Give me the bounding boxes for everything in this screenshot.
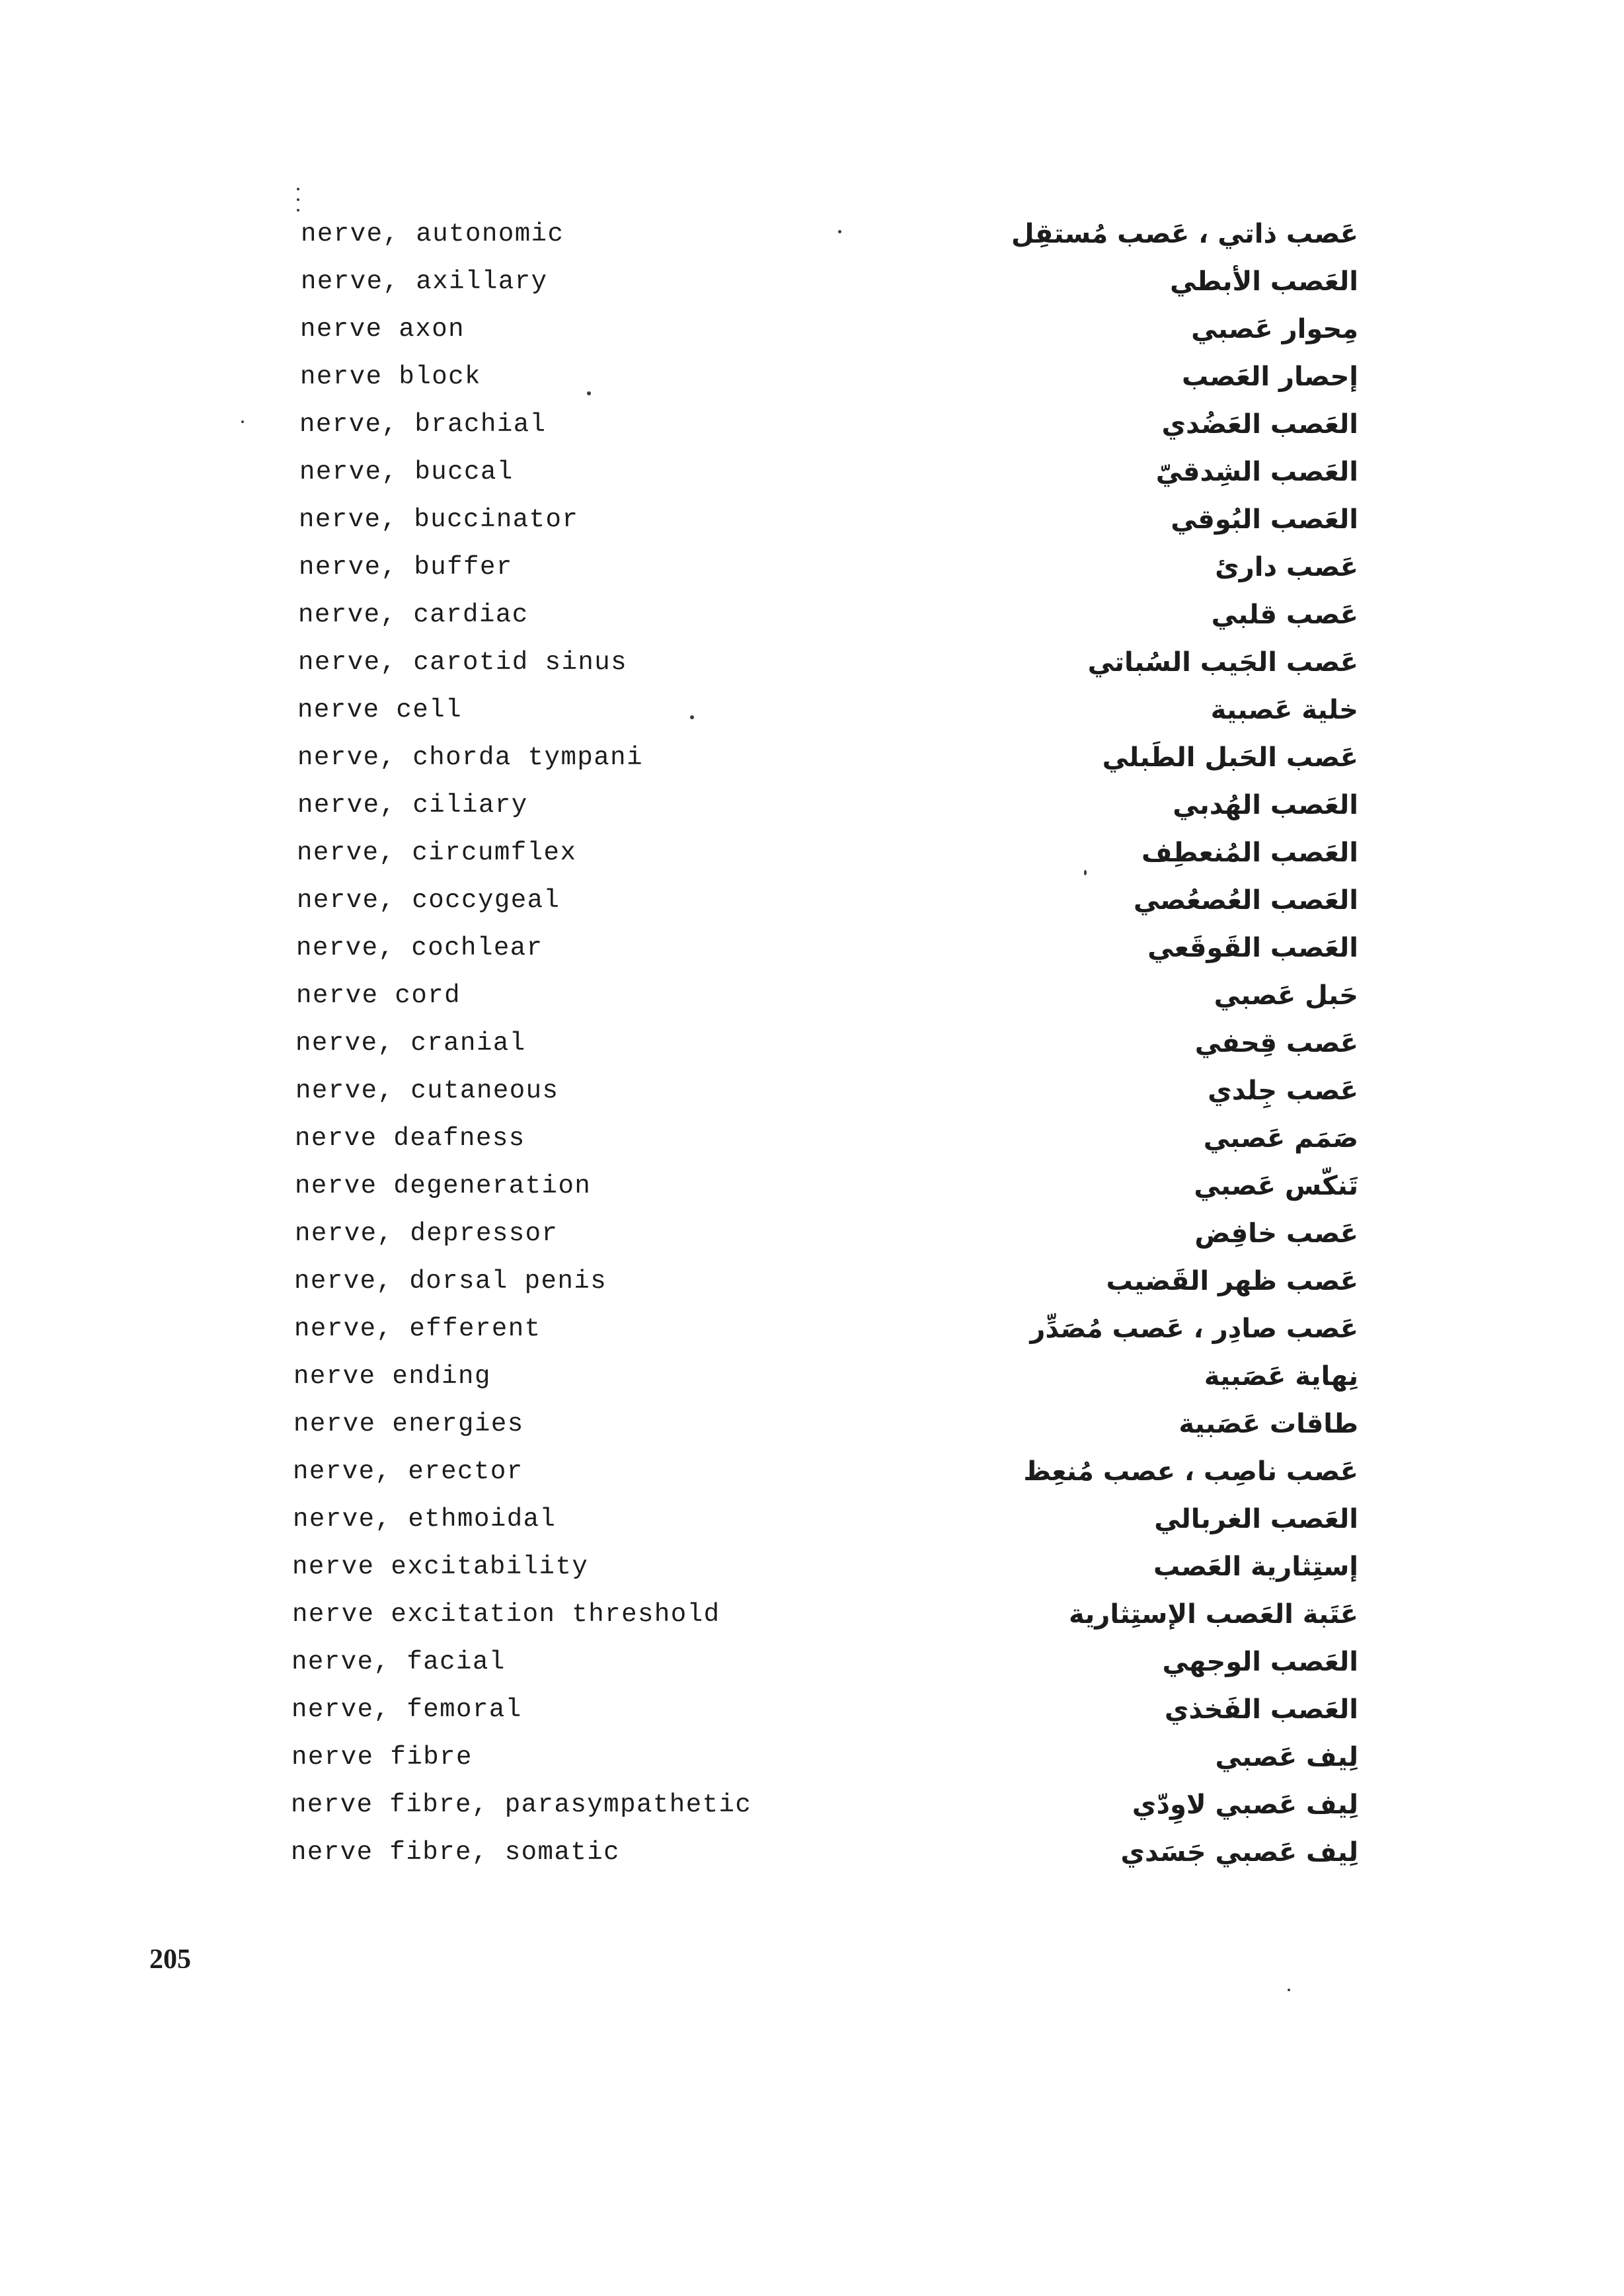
arabic-term: عَصب قلبي	[1211, 600, 1358, 630]
dictionary-entry	[293, 1400, 1358, 1448]
english-term: nerve deafness	[295, 1124, 525, 1153]
dictionary-entry	[291, 1686, 1358, 1733]
arabic-term: حَبل عَصبي	[1214, 980, 1358, 1011]
arabic-term: العَصب الوجهي	[1162, 1647, 1358, 1677]
arabic-term: العَصب العَضُدي	[1161, 409, 1358, 440]
english-term: nerve, erector	[293, 1457, 523, 1486]
english-term: nerve, circumflex	[297, 838, 577, 867]
dictionary-entry	[301, 543, 1358, 591]
dictionary-entry	[294, 1305, 1358, 1353]
english-term: nerve, cochlear	[296, 933, 543, 963]
dictionary-entry	[291, 1829, 1358, 1876]
dictionary-entry	[301, 496, 1358, 543]
dictionary-entry	[295, 1115, 1358, 1162]
arabic-term: العَصب المُنعطِف	[1141, 838, 1358, 868]
arabic-term: عَصب جِلدي	[1208, 1076, 1358, 1106]
arabic-term: العَصب الشِدقيّ	[1155, 457, 1358, 487]
dictionary-entry	[301, 448, 1358, 496]
dictionary-entry	[298, 591, 1358, 639]
english-term: nerve, brachial	[299, 410, 547, 439]
scan-speck	[297, 188, 299, 190]
english-term: nerve fibre, somatic	[291, 1838, 621, 1867]
english-term: nerve, cranial	[295, 1029, 526, 1058]
arabic-term: العَصب القَوقَعي	[1147, 933, 1358, 963]
dictionary-entry	[301, 401, 1358, 448]
arabic-term: إحصار العَصب	[1182, 362, 1358, 392]
scan-speck	[587, 391, 591, 395]
arabic-term: لِيف عَصبي لاوِدّي	[1132, 1790, 1358, 1820]
english-term: nerve, facial	[291, 1647, 506, 1677]
english-term: nerve, buffer	[299, 553, 513, 582]
arabic-term: عَصب صادِر ، عَصب مُصَدِّر	[1030, 1314, 1358, 1344]
dictionary-entry	[293, 1448, 1358, 1495]
arabic-term: عَصب قِحفي	[1194, 1028, 1358, 1058]
english-term: nerve, dorsal penis	[294, 1267, 607, 1296]
dictionary-entry	[301, 305, 1358, 353]
arabic-term: إستِثارية العَصب	[1153, 1552, 1358, 1582]
dictionary-entry	[297, 829, 1358, 877]
english-term: nerve, efferent	[294, 1314, 541, 1343]
dictionary-entry	[295, 1210, 1358, 1257]
dictionary-entry	[293, 1495, 1358, 1543]
english-term: nerve, autonomic	[301, 219, 564, 249]
arabic-term: لِيف عَصبي جَسَدي	[1120, 1837, 1358, 1868]
scan-speck	[1084, 870, 1087, 875]
dictionary-entry	[295, 1019, 1358, 1067]
english-term: nerve excitation threshold	[292, 1600, 720, 1629]
arabic-term: العَصب الهُدبي	[1173, 790, 1358, 820]
english-term: nerve fibre	[291, 1743, 473, 1772]
english-term: nerve, femoral	[291, 1695, 522, 1724]
dictionary-entry	[292, 1543, 1358, 1591]
arabic-term: العَصب البُوقي	[1171, 504, 1358, 535]
english-term: nerve axon	[300, 315, 465, 344]
dictionary-entry	[295, 1067, 1358, 1115]
scan-speck	[690, 715, 694, 719]
scan-speck	[838, 230, 841, 233]
english-term: nerve degeneration	[295, 1171, 592, 1201]
arabic-term: العَصب الغربالي	[1154, 1504, 1358, 1534]
arabic-term: عَتَبة العَصب الإستِثارية	[1069, 1599, 1358, 1630]
scan-speck	[297, 198, 299, 201]
dictionary-entry	[301, 258, 1358, 305]
arabic-term: العَصب الأبطي	[1170, 266, 1358, 297]
english-term: nerve, axillary	[301, 267, 548, 296]
dictionary-entry	[293, 1353, 1358, 1400]
arabic-term: لِيف عَصبي	[1215, 1742, 1358, 1772]
dictionary-entry	[301, 353, 1358, 401]
arabic-term: العَصب الفَخذي	[1164, 1694, 1358, 1725]
arabic-term: صَمَم عَصبي	[1203, 1123, 1358, 1154]
arabic-term: نِهاية عَصَبية	[1204, 1361, 1358, 1392]
arabic-term: تَنكّس عَصبي	[1194, 1171, 1358, 1201]
english-term: nerve, cutaneous	[295, 1076, 559, 1105]
dictionary-entry	[291, 1733, 1358, 1781]
arabic-term: مِحوار عَصبي	[1191, 314, 1358, 344]
dictionary-entry	[295, 1162, 1358, 1210]
english-term: nerve, buccal	[299, 457, 514, 487]
english-term: nerve, cardiac	[298, 600, 529, 629]
arabic-term: عَصب دارئ	[1215, 552, 1358, 582]
english-term: nerve, ciliary	[297, 791, 528, 820]
arabic-term: عَصب خافِض	[1194, 1218, 1358, 1249]
dictionary-entry	[301, 210, 1358, 258]
dictionary-entry	[298, 639, 1358, 686]
english-term: nerve, buccinator	[299, 505, 579, 534]
arabic-term: خلية عَصبية	[1210, 695, 1358, 725]
english-term: nerve block	[300, 362, 481, 391]
dictionary-entry	[292, 1591, 1358, 1638]
english-term: nerve, ethmoidal	[293, 1505, 557, 1534]
english-term: nerve, carotid sinus	[298, 648, 628, 677]
scan-speck	[241, 420, 244, 423]
arabic-term: العَصب العُصعُصي	[1133, 885, 1358, 916]
arabic-term: عَصب ذاتي ، عَصب مُستقِل	[1011, 219, 1358, 249]
dictionary-entry	[297, 686, 1358, 734]
dictionary-entry	[297, 877, 1358, 924]
arabic-term: طاقات عَصَبية	[1179, 1409, 1358, 1439]
scan-speck	[297, 209, 299, 212]
english-term: nerve, depressor	[295, 1219, 559, 1248]
dictionary-entry	[297, 781, 1358, 829]
dictionary-entry	[297, 734, 1358, 781]
page-number: 205	[149, 1944, 191, 1975]
english-term: nerve cell	[297, 695, 463, 725]
english-term: nerve excitability	[292, 1552, 589, 1581]
english-term: nerve ending	[293, 1362, 491, 1391]
english-term: nerve, coccygeal	[297, 886, 561, 915]
english-term: nerve energies	[293, 1409, 524, 1439]
arabic-term: عَصب الحَبل الطَبلي	[1102, 742, 1358, 773]
arabic-term: عَصب الجَيب السُباتي	[1087, 647, 1358, 678]
dictionary-entry	[291, 1638, 1358, 1686]
dictionary-entry	[291, 1781, 1358, 1829]
english-term: nerve cord	[296, 981, 461, 1010]
english-term: nerve fibre, parasympathetic	[291, 1790, 752, 1819]
english-term: nerve, chorda tympani	[297, 743, 643, 772]
dictionary-entry	[294, 1257, 1358, 1305]
arabic-term: عَصب ظهر القَضيب	[1106, 1266, 1358, 1296]
scan-speck	[1288, 1989, 1290, 1991]
dictionary-entry	[296, 924, 1358, 972]
dictionary-entry	[296, 972, 1358, 1019]
entry-list	[291, 210, 1358, 1876]
arabic-term: عَصب ناصِب ، عصب مُنعِظ	[1023, 1456, 1358, 1487]
